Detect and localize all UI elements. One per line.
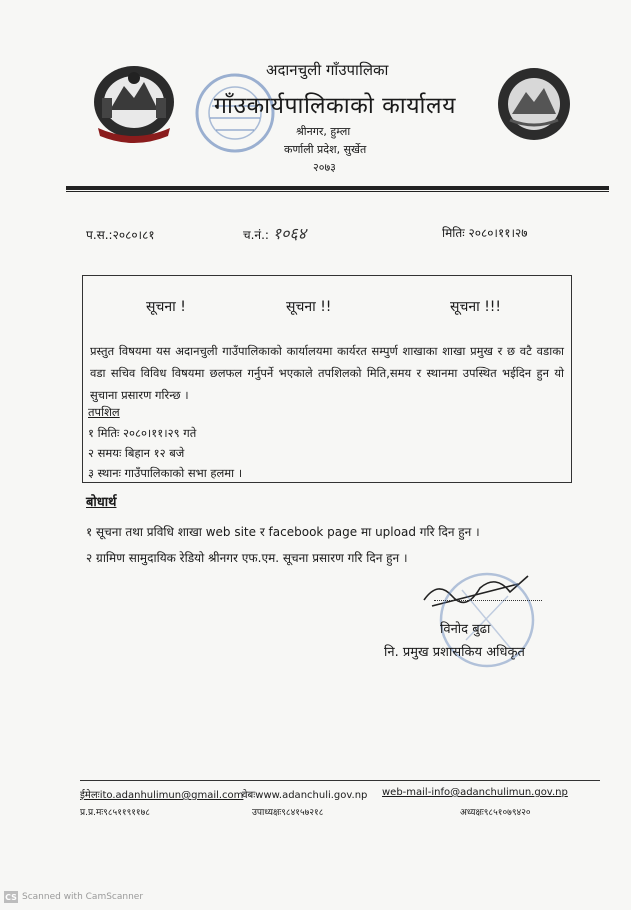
municipality-logo-icon xyxy=(496,66,572,142)
footer-email[interactable]: ईमेलःito.adanhulimun@gmail.com xyxy=(80,790,244,801)
province-line: कर्णाली प्रदेश, सुर्खेत xyxy=(284,143,367,156)
camscanner-icon: CS xyxy=(5,892,17,902)
header-divider xyxy=(66,186,609,190)
footer-cao-phone: प्र.प्र.मः९८५११९११७८ xyxy=(80,808,150,818)
dispatch-number xyxy=(243,222,306,244)
cc-item-2: २ ग्रामिण सामुदायिक रेडियो श्रीनगर एफ.एम. सूचना प्रसारण गरि दिन हुन । xyxy=(86,551,408,565)
details-label: तपशिल xyxy=(88,405,120,419)
notice-heading-1: सूचना ! xyxy=(146,299,186,315)
municipality-name: अदानचुली गाँउपालिका xyxy=(266,61,389,79)
signature-line xyxy=(434,600,542,601)
header-divider-thin xyxy=(66,191,609,192)
signatory-title: नि. प्रमुख प्रशासकिय अधिकृत xyxy=(384,645,525,660)
established-year: २०७३ xyxy=(313,161,336,174)
letter-number: प.स.:२०८०।८१ xyxy=(86,228,155,242)
dispatch-label: च.नं.: xyxy=(243,228,269,242)
footer-vice-chair-phone: उपाध्यक्षः९८४१५७२१८ xyxy=(252,808,324,818)
letter-date: मितिः २०८०।११।२७ xyxy=(442,226,528,240)
cc-item-1: १ सूचना तथा प्रविधि शाखा web site र facebook page मा upload गरि दिन हुन । xyxy=(86,525,480,539)
footer-webmail[interactable]: web-mail-info@adanchulimun.gov.np xyxy=(382,787,568,798)
signatory-name: विनोद बुढा xyxy=(440,622,491,637)
detail-item-date: १ मितिः २०८०।११।२९ गते xyxy=(88,426,197,440)
notice-body: प्रस्तुत विषयमा यस अदानचुली गाउँपालिकाको कार्यालयमा कार्यरत सम्पुर्ण शाखाका शाखा प्रमुख र छ वटै वडाका वडा सचिव विविध विषयमा छलफल गर्नुपर्ने भएकाले तपशिलको मिति,समय र स्थानमा उपस्थित भईदिन हुन यो सुचाना प्रसारण गरिन्छ । xyxy=(90,344,564,402)
nepal-emblem-icon xyxy=(88,58,180,144)
footer-divider xyxy=(80,780,600,781)
detail-item-time: २ समयः बिहान १२ बजे xyxy=(88,446,185,460)
notice-heading-3: सूचना !!! xyxy=(450,299,502,315)
footer-website[interactable]: वेबःwww.adanchuli.gov.np xyxy=(242,790,368,801)
detail-item-place: ३ स्थानः गाउँपालिकाको सभा हलमा । xyxy=(88,466,243,480)
address-line: श्रीनगर, हुम्ला xyxy=(296,125,351,138)
cc-title: बोधार्थ xyxy=(86,495,117,510)
footer-chair-phone: अध्यक्षः९८५१०७९४२० xyxy=(460,808,531,818)
watermark-text: Scanned with CamScanner xyxy=(22,892,144,902)
office-title: गाँउकार्यपालिकाको कार्यालय xyxy=(214,93,456,119)
scanner-watermark xyxy=(4,891,143,903)
notice-heading-2: सूचना !! xyxy=(286,299,332,315)
dispatch-value: १०६४ xyxy=(272,224,307,243)
